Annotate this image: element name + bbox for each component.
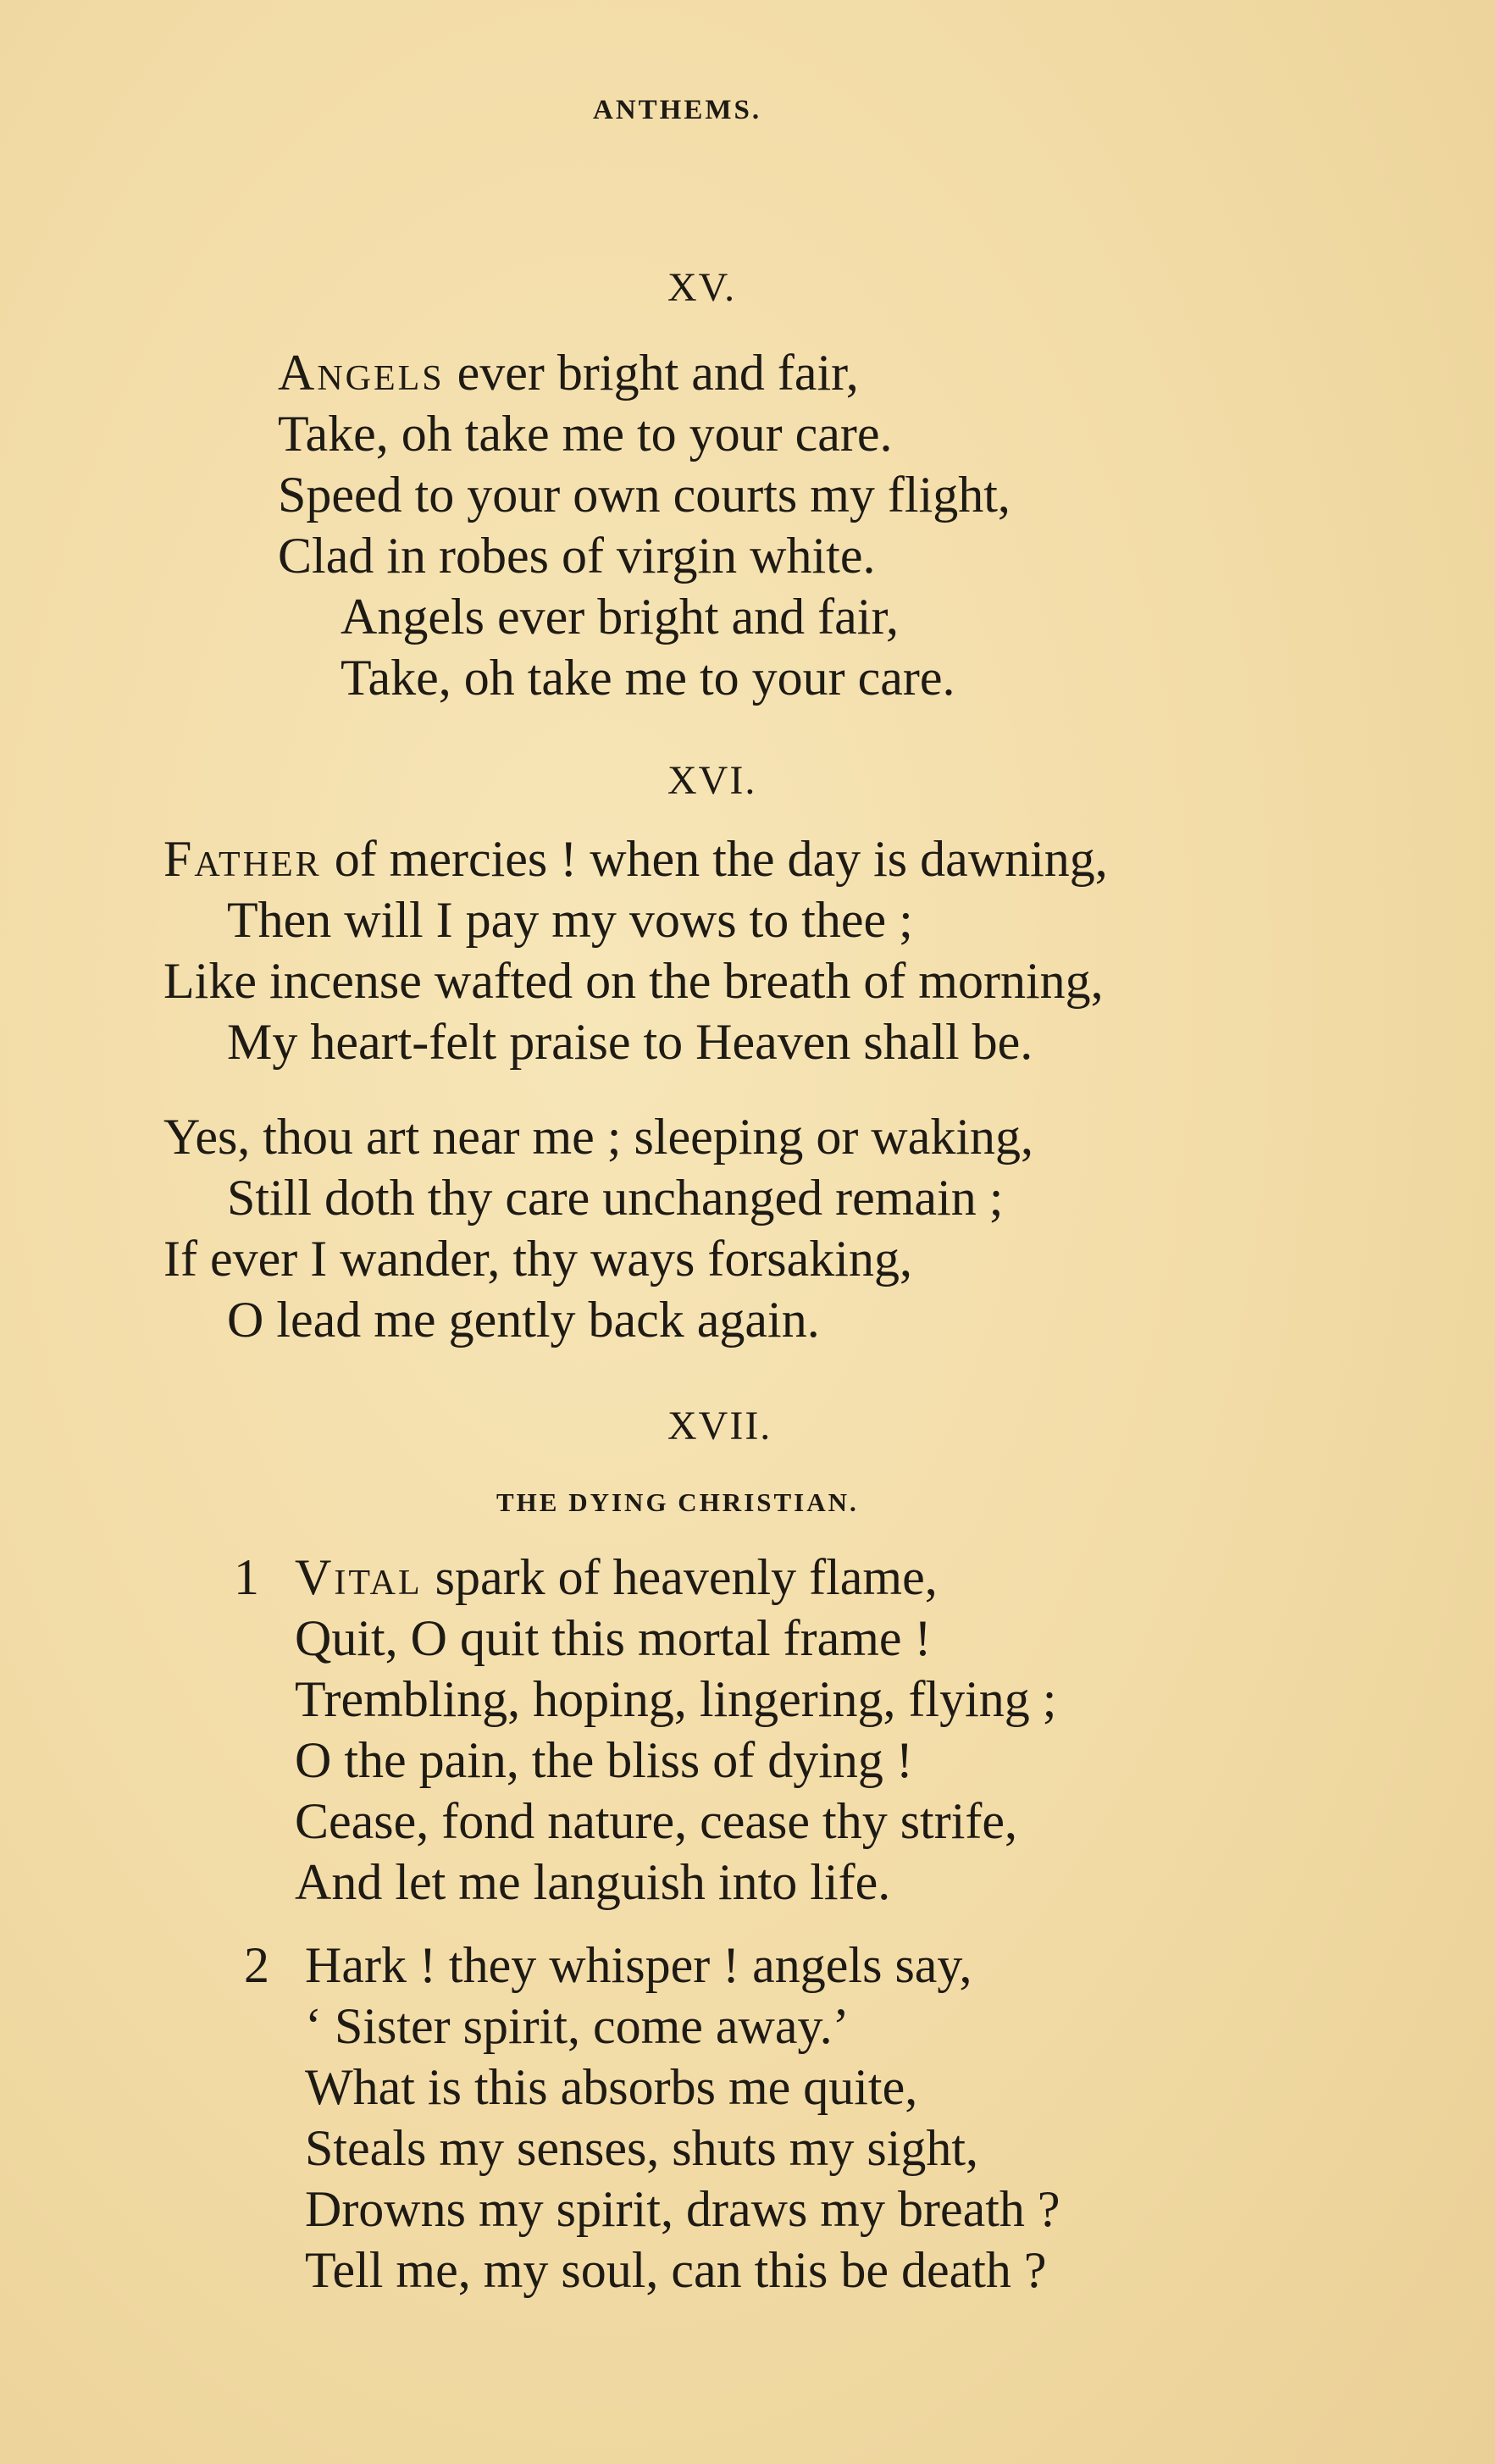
verse-line: O lead me gently back again.: [227, 1292, 820, 1348]
verse-line: Quit, O quit this mortal frame !: [295, 1610, 932, 1666]
lead-word: Father: [163, 831, 322, 887]
verse-line: And let me languish into life.: [295, 1854, 891, 1910]
verse-line: Yes, thou art near me ; sleeping or waking,: [163, 1109, 1034, 1165]
verse-line: [163, 828, 1108, 889]
lead-word: Vital: [295, 1549, 423, 1605]
verse-line: If ever I wander, thy ways forsaking,: [163, 1231, 912, 1287]
verse-line: Take, oh take me to your care.: [341, 650, 955, 706]
verse-line: Drowns my spirit, draws my breath ?: [305, 2181, 1060, 2237]
line-text: of mercies ! when the day is dawning,: [321, 831, 1108, 887]
hymn-numeral: XVII.: [667, 1404, 772, 1448]
verse-line: Angels ever bright and fair,: [341, 589, 900, 645]
verse-line: [295, 1547, 938, 1608]
stanza-number: 1: [234, 1549, 259, 1605]
hymn-numeral: XVI.: [667, 758, 757, 803]
lead-word: Angels: [278, 345, 445, 401]
verse-line: O the pain, the bliss of dying !: [295, 1732, 913, 1788]
verse-line: Clad in robes of virgin white.: [278, 528, 876, 584]
running-header: ANTHEMS.: [593, 95, 762, 125]
verse-line: Cease, fond nature, cease thy strife,: [295, 1793, 1017, 1849]
verse-line: Tell me, my soul, can this be death ?: [305, 2242, 1047, 2298]
line-text: ever bright and fair,: [444, 345, 859, 401]
verse-line: Hark ! they whisper ! angels say,: [305, 1937, 972, 1993]
verse-line: Then will I pay my vows to thee ;: [227, 892, 913, 948]
line-text: spark of heavenly flame,: [422, 1549, 938, 1605]
verse-line: [278, 342, 859, 403]
verse-line: What is this absorbs me quite,: [305, 2059, 918, 2115]
verse-line: My heart-felt praise to Heaven shall be.: [227, 1014, 1033, 1070]
hymn-subtitle: THE DYING CHRISTIAN.: [496, 1487, 859, 1517]
verse-line: Take, oh take me to your care.: [278, 406, 893, 462]
verse-line: Speed to your own courts my flight,: [278, 467, 1011, 523]
stanza-number: 2: [244, 1937, 269, 1993]
verse-line: Like incense wafted on the breath of morning,: [163, 953, 1104, 1009]
verse-line: ‘ Sister spirit, come away.’: [305, 1998, 850, 2054]
verse-line: Still doth thy care unchanged remain ;: [227, 1170, 1004, 1226]
verse-line: Steals my senses, shuts my sight,: [305, 2120, 979, 2176]
hymn-numeral: XV.: [667, 265, 737, 310]
verse-line: Trembling, hoping, lingering, flying ;: [295, 1671, 1057, 1727]
